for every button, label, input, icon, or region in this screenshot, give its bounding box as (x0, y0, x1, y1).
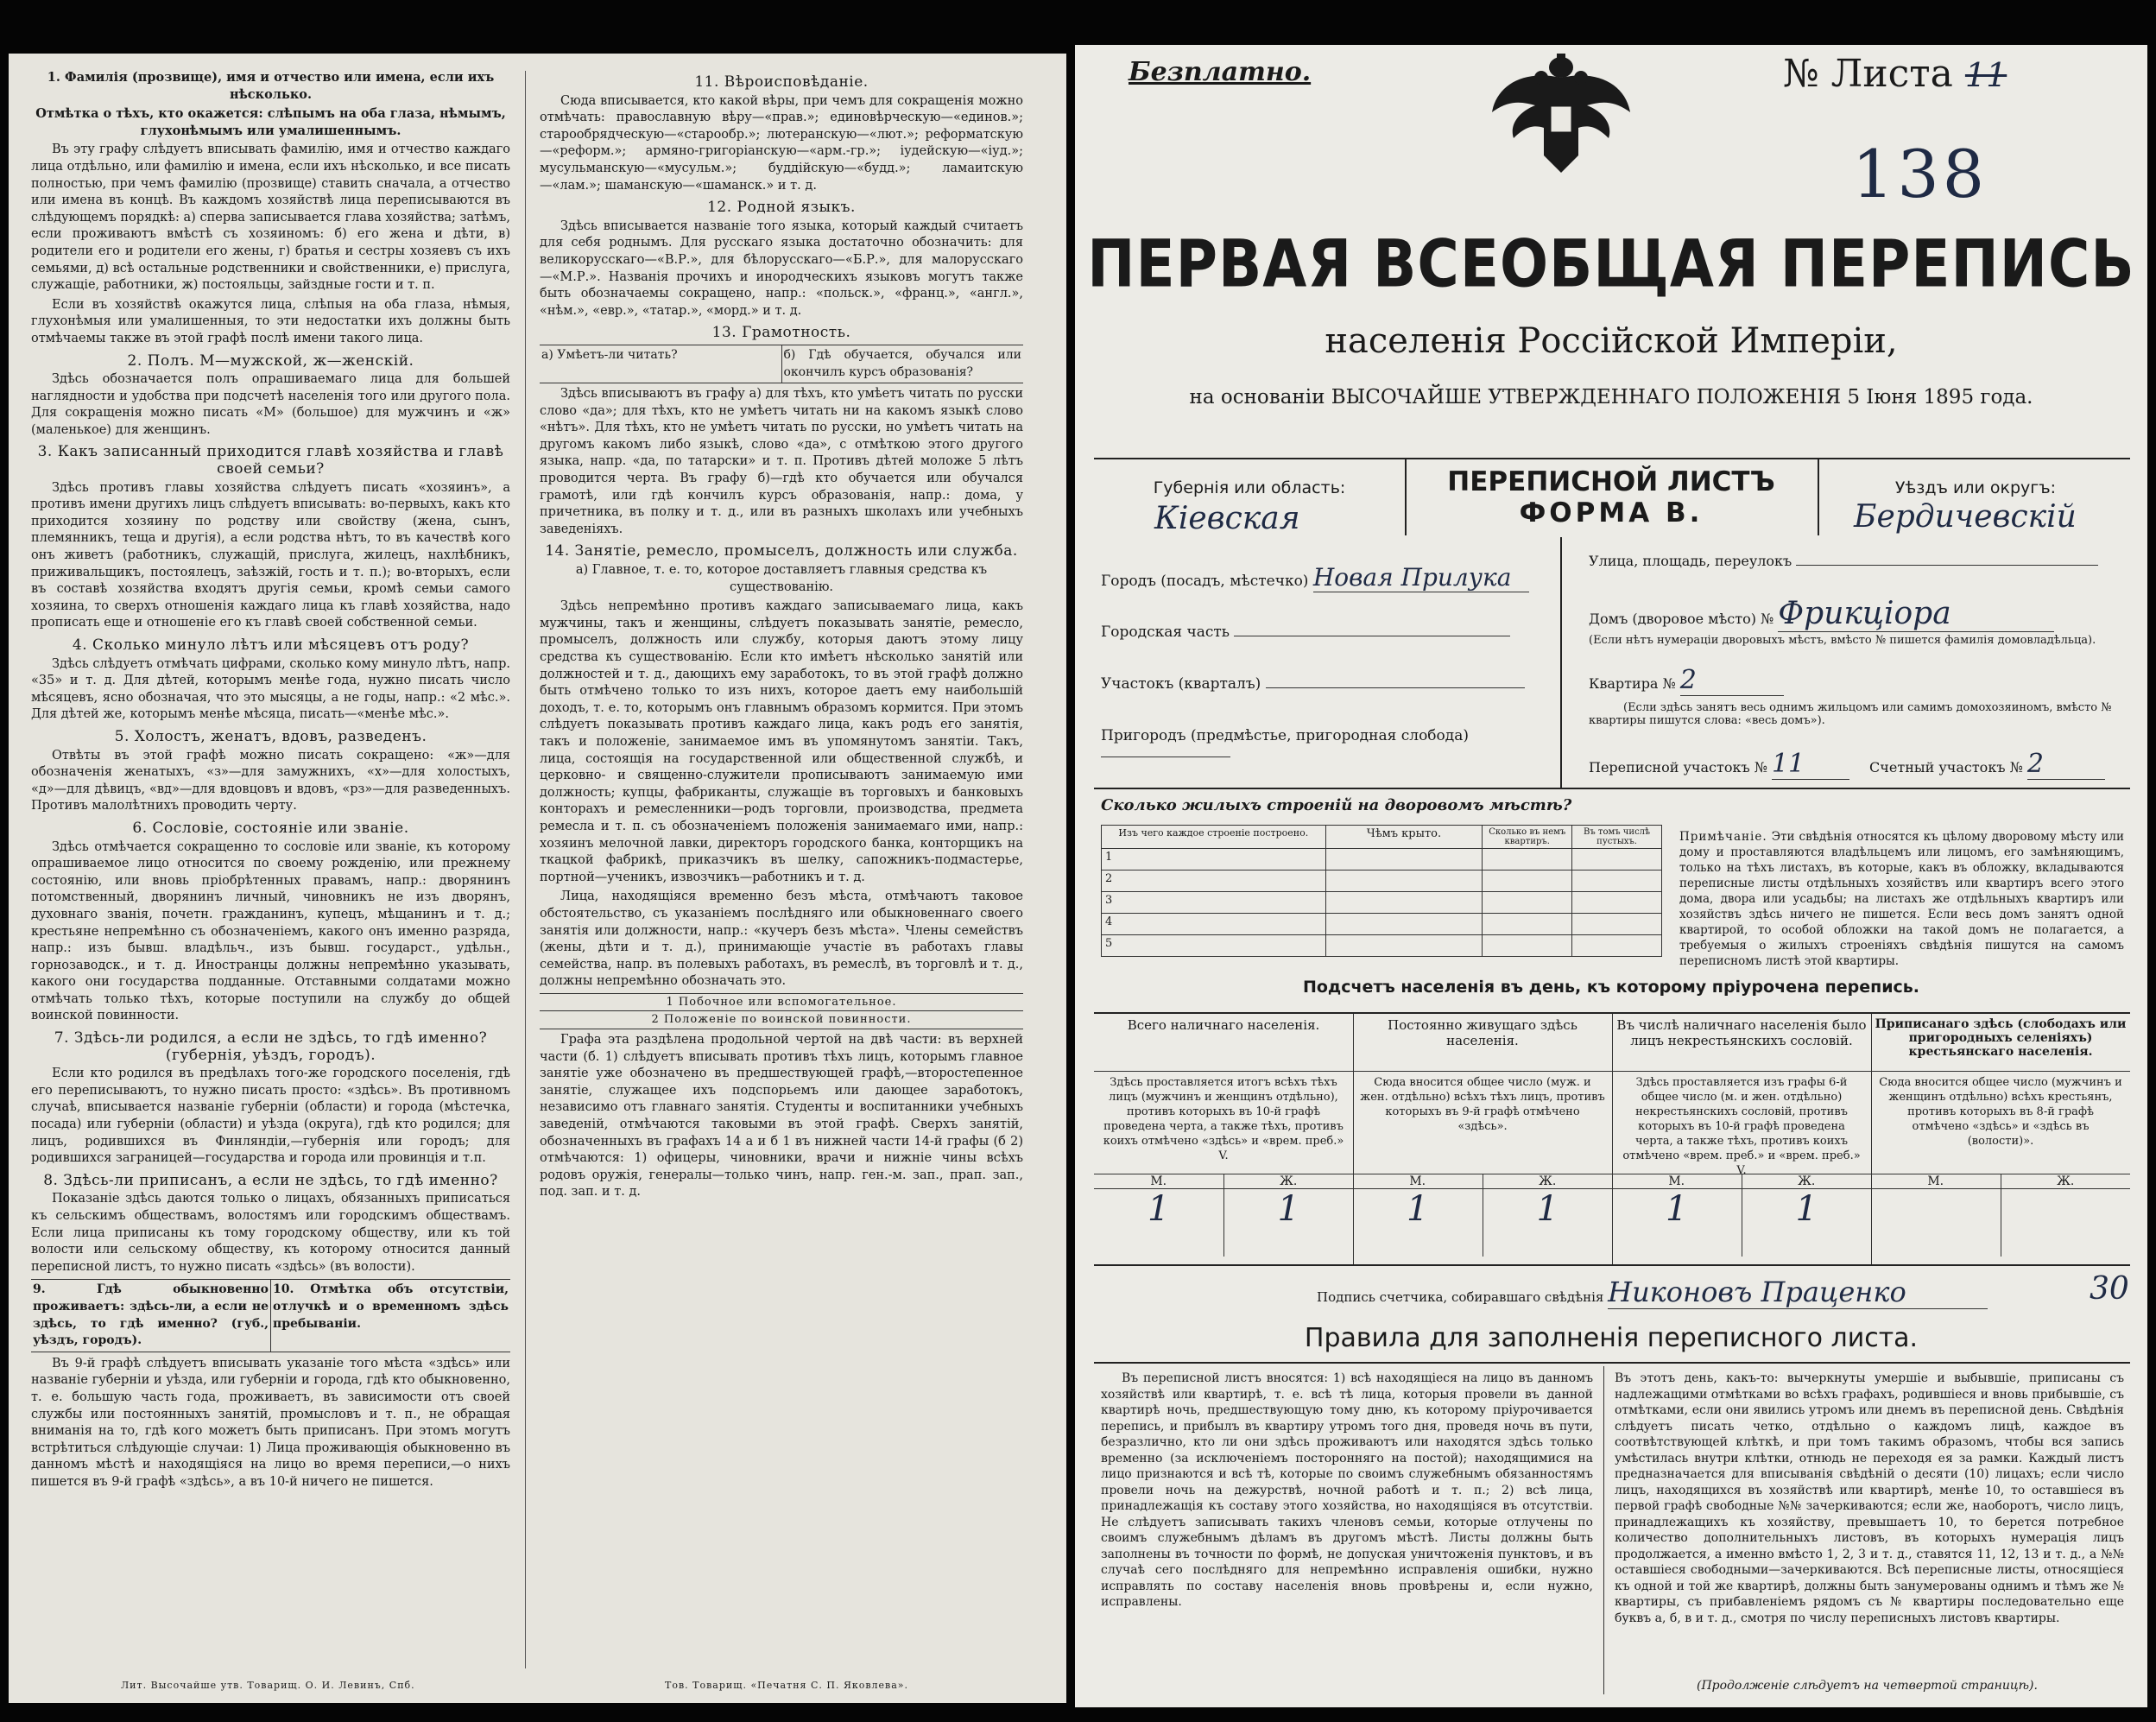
buildings-note-text: Эти свѣдѣнія относятся къ цѣлому дворовому мѣсту или дому и проставляются владѣльцемъ или лицомъ, его замѣняющимъ, только на тѣхъ листахъ, въ которые, какъ въ обложку, вкладываются переписные листы отдѣльныхъ хозяйствъ или квартиръ всего этого дома, двора или усадьбы; на листахъ же отдѣльныхъ квартиръ или хозяйствъ здѣсь ничего не пишется. Если весь домъ занятъ одной квартирой, то особой обложки на такой домъ не полагается, а требуемыя о жилыхъ строеніяхъ свѣдѣнія пишутся на самомъ переписномъ листѣ этой квартиры. (1679, 830, 2124, 968)
section-3-title: 3. Какъ записанный приходится главѣ хозяйства и главѣ своей семьи? (37, 443, 504, 478)
male-label: М. (1353, 1174, 1483, 1188)
archive-number-handwritten: 138 (1852, 136, 1988, 212)
uezd-handwritten: Бердичевскій (1854, 499, 2077, 535)
free-label: Безплатно. (1129, 57, 1312, 87)
section-14-text-3: Графа эта раздѣлена продольной чертой на двѣ части: въ верхней части (б. 1) слѣдуетъ вписывать противъ тѣхъ лицъ, которымъ главное занятіе уже обозначено въ предшествующей графѣ,—второстепенное занятіе, служащее ихъ подспорьемъ или дающее заработокъ, независимо отъ главнаго занятія. Студенты и воспитанники учебныхъ заведеній, отмѣчаются таковыми въ этой графѣ. Сверхъ занятій, обозначенныхъ въ графахъ 14 а и б 1 въ нижней части 14-й графы (б 2) отмѣчаются: 1) офицеры, чиновники, врачи и нижніе чины всѣхъ родовъ оружія, генералы—только чинъ, напр. ген.-м. зап., прап. зап., под. зап. и т. д. (540, 1033, 1023, 1200)
table-cell[interactable] (1483, 892, 1572, 914)
table-cell[interactable] (1572, 935, 1662, 957)
count-mf-values (1612, 1188, 1871, 1257)
imperial-eagle-icon (1488, 52, 1634, 181)
count-col-desc: Сюда вносится общее число (муж. и жен. отдѣльно) всѣхъ тѣхъ лицъ, противъ которыхъ въ 9-й графѣ отмѣчено «здѣсь». (1360, 1076, 1605, 1133)
female-count[interactable]: 1 (1795, 1189, 1818, 1229)
signature-label: Подпись счетчика, собиравшаго свѣдѣнія (1317, 1289, 1604, 1305)
buildings-note (1679, 829, 2124, 969)
margin-number-handwritten: 30 (2090, 1271, 2129, 1307)
table-row (1102, 870, 1662, 892)
address-right (1571, 537, 2124, 788)
female-label: Ж. (1798, 1174, 1816, 1188)
section-2-text: Здѣсь обозначается полъ опрашиваемаго лица для большей наглядности и удобства при подсчетѣ населенія того или другого пола. Для сокращенія можно писать «М» (большое) для мужчинъ и «ж» (маленькое) для женщинъ. (31, 372, 510, 437)
address-left (1094, 537, 1562, 788)
male-label: М. (1612, 1174, 1742, 1188)
uchastok-line (1266, 687, 1525, 688)
section-1-title: 1. Фамилія (прозвище), имя и отчество или имена, если ихъ нѣсколько. (47, 70, 495, 102)
count-col-title: Въ числѣ наличнаго населенія было лицъ некрестьянскихъ сословій. (1612, 1014, 1871, 1072)
kvartira-note: (Если здѣсь занятъ весь однимъ жильцомъ или самимъ домохозяиномъ, вмѣсто № квартиры пишутся слова: «весь домъ»). (1589, 701, 2112, 727)
count-mf-values (1871, 1188, 2130, 1257)
form-title: ПЕРЕПИСНОЙ ЛИСТЪ (1447, 466, 1775, 497)
column-divider (525, 71, 526, 1668)
uchastok-label: Участокъ (кварталъ) (1101, 675, 1261, 693)
count-col-desc: Здѣсь проставляется изъ графы 6-й общее число (м. и жен. отдѣльно) некрестьянскихъ сословій, противъ которыхъ въ 10-й графѣ проведена черта, а также тѣхъ, противъ коихъ отмѣчено «врем. преб.» и «врем. преб.» V. (1622, 1076, 1861, 1177)
male-count[interactable]: 1 (1612, 1189, 1742, 1257)
section-14-note-1: 1 Побочное или вспомогательное. (666, 995, 897, 1009)
table-cell[interactable] (1483, 849, 1572, 870)
section-14a: а) Главное, т. е. то, которое доставляетъ главныя средства къ существованію. (575, 563, 988, 594)
buildings-heading: Сколько жилыхъ строеній на дворовомъ мѣстѣ? (1101, 796, 1572, 814)
left-page (9, 54, 1066, 1703)
male-count[interactable]: 1 (1094, 1189, 1224, 1257)
count-col-title: Постоянно живущаго здѣсь населенія. (1353, 1014, 1612, 1072)
guberniya-label: Губернія или область: (1153, 478, 1346, 497)
table-cell[interactable] (1325, 870, 1483, 892)
perepis-uchastok-label: Переписной участокъ № (1589, 759, 1767, 776)
section-13-text: Здѣсь вписываютъ въ графу а) для тѣхъ, кто умѣетъ читать по русски слово «да»; для тѣхъ, кто не умѣетъ читать ни на какомъ языкѣ слово «нѣтъ». Для тѣхъ, кто не умѣетъ читать по русски, но умѣетъ читать на другомъ какомъ либо языкѣ, слово «да», с отмѣткою этого другого языка, напр. «да, по татарски» и т. п. Противъ дѣтей моложе 5 лѣтъ проводится черта. Въ графу б)—гдѣ кто обучается или обучался грамотѣ, или гдѣ кончилъ курсъ образованія, напр.: дома, у причетника, въ полку и т. д., или въ разныхъ школахъ или учебныхъ заведеніяхъ. (540, 387, 1023, 536)
table-cell[interactable] (1325, 935, 1483, 957)
section-4-title: 4. Сколько минуло лѣтъ или мѣсяцевъ отъ роду? (72, 636, 470, 654)
footer-printer-left: Лит. Высочайше утв. Товарищ. О. И. Левинъ, Спб. (121, 1680, 415, 1691)
female-count[interactable]: 1 (1277, 1189, 1299, 1229)
buildings-table (1101, 825, 1662, 957)
count-col-non-peasant (1612, 1014, 1872, 1264)
male-count[interactable]: 1 (1353, 1189, 1483, 1257)
buildings-row-number: 3 (1102, 892, 1326, 914)
section-9-10-header (31, 1279, 510, 1352)
female-label: Ж. (2057, 1174, 2075, 1188)
section-9-text: Въ 9-й графѣ слѣдуетъ вписывать указаніе того мѣста «здѣсь» или названіе губерніи и уѣзда, или губерніи и города, гдѣ кто обыкновенно, т. е. большую часть года, проживаетъ, въ зависимости отъ своей службы или постоянныхъ занятій, промысловъ и т. п., не обращая вниманія на то, гдѣ кого можетъ быть приписанъ. При этомъ могутъ встрѣтиться слѣдующіе случаи: 1) Лица проживающія обыкновенно въ данномъ мѣстѣ и находящіяся на лицо во время переписи,—о нихъ пишется въ 9-й графѣ «здѣсь», а въ 10-й ничего не пишется. (31, 1356, 510, 1489)
section-14-note-2: 2 Положеніе по воинской повинности. (540, 1010, 1023, 1029)
buildings-row-number: 4 (1102, 914, 1326, 935)
buildings-row-number: 5 (1102, 935, 1326, 957)
rules-right-column: Въ этотъ день, какъ-то: вычеркнуты умершіе и выбывшіе, приписаны съ надлежащими отмѣтками во всѣхъ графахъ, родившіеся и вновь прибывшіе, съ отмѣтками, если они явились утромъ или днемъ въ переписной день. Свѣдѣнія слѣдуетъ писать четко, отдѣльно о каждомъ лицѣ, каждое въ соотвѣтствующей клѣткѣ, и при томъ такимъ образомъ, чтобы вся запись умѣстилась внутри клѣтки, отнюдь не переходя ея за рамки. Каждый листъ предназначается для вписыванія свѣдѣній о десяти (10) лицахъ; если число лицъ, находящихся въ хозяйствѣ или квартирѣ, менѣе 10, то оставшіеся въ первой графѣ свободные №№ зачеркиваются; если же, наоборотъ, число лицъ, принадлежащихъ къ хозяйству, превышаетъ 10, то берется потребное количество дополнительныхъ листовъ, въ которыхъ нумерація лицъ продолжается, а именно вмѣсто 1, 2, 3 и т. д., ставятся 11, 12, 13 и т. д., а №№ оставшіеся свободными—зачеркиваются. Всѣ переписные листы, относящіеся къ одной и той же квартирѣ, должны быть занумерованы однимъ и тѣмъ же № квартиры, съ прибавленіемъ рядомъ съ № квартиры последовательно еще буквъ а, б, в и т. д., смотря по числу переписныхъ листовъ квартиры. (1615, 1371, 2124, 1625)
section-12-text: Здѣсь вписывается названіе того языка, который каждый считаетъ для себя роднымъ. Для русскаго языка достаточно обозначить: для великорусскаго—«В.Р.», для бѣлорусскаго—«Б.Р.», для малорусскаго—«М.Р.». Названія прочихъ и инородческихъ языковъ могутъ также быть обозначаемы сокращено, напр.: «польск.», «франц.», «англ.», «нѣм.», «евр.», «татар.», «морд.» и т. д. (540, 218, 1023, 318)
guberniya-cell (1094, 459, 1407, 535)
table-cell[interactable] (1325, 892, 1483, 914)
section-divider-1 (1094, 788, 2130, 789)
city-handwritten: Новая Прилука (1313, 563, 1529, 592)
street-line (1796, 565, 2098, 566)
section-14-notes (540, 993, 1023, 1029)
female-label: Ж. (1280, 1174, 1298, 1188)
footer-printer-right: Тов. Товарищ. «Печатня С. П. Яковлева». (665, 1680, 909, 1691)
table-cell[interactable] (1325, 914, 1483, 935)
form-letter: ФОРМА В. (1519, 497, 1704, 529)
uezd-cell (1818, 459, 2132, 535)
male-label: М. (1094, 1174, 1224, 1188)
section-8-title: 8. Здѣсь-ли приписанъ, а если не здѣсь, то гдѣ именно? (43, 1171, 498, 1189)
schetny-label: Счетный участокъ № (1869, 759, 2023, 776)
count-mf-header (1094, 1174, 1353, 1188)
count-col-title: Всего наличнаго населенія. (1094, 1014, 1353, 1072)
instructions-column-1 (31, 69, 510, 1671)
kvartira-label: Квартира № (1589, 675, 1676, 692)
section-11-title: 11. Вѣроисповѣданіе. (694, 73, 869, 91)
section-5-title: 5. Холостъ, женатъ, вдовъ, разведенъ. (114, 727, 427, 745)
section-13-title: 13. Грамотность. (711, 324, 851, 342)
section-7-text: Если кто родился въ предѣлахъ того-же городского поселенія, гдѣ его переписываютъ, то нужно писать просто: «здѣсь». Въ противномъ случаѣ, вписывается названіе губерніи (области) и города (мѣстечка, посада) или губерніи (области) и уѣзда (округа), гдѣ кто родился; для лицъ, родившихся въ Финляндіи,—губернія или городъ; для родившихся заграницей—государства и города или провинція и т.п. (31, 1067, 510, 1166)
sheet-number (1783, 52, 2007, 96)
table-row (1102, 935, 1662, 957)
female-count[interactable]: 1 (1536, 1189, 1559, 1229)
count-heading: Подсчетъ населенія въ день, къ которому пріурочена перепись. (1302, 978, 1920, 997)
table-cell[interactable] (1572, 914, 1662, 935)
signature-field (1317, 1276, 1988, 1309)
section-14-text-2: Лица, находящіяся временно безъ мѣста, отмѣчаютъ таковое обстоятельство, съ указаніемъ послѣдняго или обыкновеннаго своего занятія или должности, напр.: «кучеръ безъ мѣста». Члены семействъ (жены, дѣти и т. д.), принимающіе участіе въ работахъ главы семейства, напр. въ полевыхъ работахъ, въ ремеслѣ, въ торговлѣ и т. д., должны непремѣнно обозначать это. (540, 889, 1023, 989)
sheet-number-label: № Листа (1783, 52, 1953, 96)
street-field (1589, 553, 2098, 569)
count-col-desc: Сюда вносится общее число (мужчинъ и женщинъ отдѣльно) всѣхъ крестьянъ, противъ которыхъ въ 8-й графѣ отмѣчено «здѣсь» и «здѣсь въ (волости)». (1879, 1076, 2122, 1148)
count-mf-header (1353, 1174, 1612, 1188)
house-label: Домъ (дворовое мѣсто) № (1589, 611, 1774, 627)
kvartira-field (1589, 665, 1784, 696)
house-handwritten: Фрикціора (1778, 596, 2054, 632)
table-row (1102, 892, 1662, 914)
kvartira-handwritten: 2 (1680, 665, 1784, 696)
count-col-permanent (1353, 1014, 1613, 1264)
table-row (1102, 849, 1662, 870)
buildings-col-material: Изъ чего каждое строеніе построено. (1102, 826, 1326, 849)
rules-left-column: Въ переписной листъ вносятся: 1) всѣ находящіеся на лицо въ данномъ хозяйствѣ или квартирѣ, т. е. всѣ тѣ лица, которыя провели въ данной квартирѣ ночь, предшествующую тому дню, къ которому пріурочивается перепись, и прибылъ въ квартиру утромъ того дня, проведя ночь въ пути, безразлично, кто ли они здѣсь проживаютъ или находятся здѣсь только временно (за исключеніемъ посторонняго на постой); находящимися на лицо признаются и всѣ тѣ, которые по своимъ служебнымъ обязанностямъ провели ночь на дежурствѣ, ночной работѣ и т. п.; 2) всѣ лица, принадлежащія къ составу этого хозяйства, но находящіяся въ отсутствіи. Не слѣдуетъ записывать такихъ членовъ семьи, которые отлучены по своимъ служебнымъ дѣламъ въ другомъ мѣстѣ. Листы должны быть заполнены въ точности по формѣ, не допуская уничтоженія пунктовъ, и въ случаѣ сего послѣдняго для непремѣнно исправленія ошибки, нужно исправлять по составу населенія вновь провѣрены и, если нужно, исправлены. (1101, 1371, 1593, 1609)
buildings-row-number: 2 (1102, 870, 1326, 892)
rules-continued: (Продолженіе слѣдуетъ на четвертой страницѣ). (1697, 1679, 2038, 1693)
right-page (1075, 45, 2147, 1707)
form-title-cell (1407, 459, 1816, 529)
section-3-text: Здѣсь противъ главы хозяйства слѣдуетъ писать «хозяинъ», а противъ имени другихъ лицъ слѣдуетъ вписывать: во-первыхъ, какъ кто приходится хозяину по родству или свойству (жена, сынъ, племянникъ, теща и другія), а если родства нѣтъ, то въ качествѣ кого онъ живетъ (работникъ, служащій, прислуга, жилецъ, нахлѣбникъ, приживальщикъ, постоялецъ, заѣзжій, гость и т. п.); во-вторыхъ, если въ составѣ хозяйства входятъ другія семьи, кромѣ семьи самого хозяина, то сверхъ отношенія каждаго лица къ главѣ хозяйства, надо прописать еще и отношеніе его къ главѣ своей собственной семьи. (31, 480, 510, 630)
count-col-peasant (1871, 1014, 2130, 1264)
schetny-handwritten: 2 (2027, 749, 2105, 780)
sheet-number-handwritten: 11 (1964, 56, 2007, 94)
rules-title: Правила для заполненія переписного листа. (1304, 1323, 1919, 1353)
section-10-title: 10. Отмѣтка объ отсутствіи, отлучкѣ и о временномъ здѣсь пребываніи. (273, 1282, 509, 1331)
section-14-title: 14. Занятіе, ремесло, промыселъ, должность или служба. (545, 542, 1018, 560)
section-1-text: Въ эту графу слѣдуетъ вписывать фамилію, имя и отчество каждаго лица отдѣльно, или фамилію и имена, если ихъ нѣсколько, и все писать полностью, при чемъ фамилію (прозвище) ставить сначала, а отчество или имена въ концѣ. Въ каждомъ хозяйствѣ лица переписываются въ слѣдующемъ порядкѣ: а) сперва записывается глава хозяйства; затѣмъ, если проживаютъ вмѣстѣ съ хозяиномъ: б) его жена и дѣти, в) родители его и родители его жены, г) братья и сестры хозяевъ съ ихъ семьями, д) всѣ остальные родственники и свойственники, е) прислуга, служащіе, работники, ж) постояльцы, зайздные гости и т. п. (31, 142, 510, 293)
perepis-uchastok-field (1589, 749, 2105, 780)
city-field (1101, 563, 1529, 592)
male-count[interactable] (1871, 1189, 2001, 1257)
count-col-title: Приписанаго здѣсь (слободахъ или пригородныхъ селеніяхъ) крестьянскаго населенія. (1871, 1014, 2130, 1072)
buildings-col-empty: Въ томъ числѣ пустыхъ. (1572, 826, 1662, 849)
count-col-desc: Здѣсь проставляется итогъ всѣхъ тѣхъ лицъ (мужчинъ и женщинъ отдѣльно), противъ которыхъ въ 10-й графѣ проведена черта, а также тѣхъ, противъ коихъ отмѣчено «здѣсь» и «врем. преб.» V. (1103, 1076, 1344, 1162)
count-table (1094, 1012, 2130, 1266)
count-mf-values (1094, 1188, 1353, 1257)
table-cell[interactable] (1572, 892, 1662, 914)
section-1-text-2: Если въ хозяйствѣ окажутся лица, слѣпыя на оба глаза, нѣмыя, глухонѣмыя или умалишенныя, то эти недостатки ихъ должны быть отмѣчаемы также въ этой графѣ послѣ имени такого лица. (31, 297, 510, 345)
street-label: Улица, площадь, переулокъ (1589, 553, 1792, 569)
instructions-column-2 (540, 69, 1023, 1671)
section-13b: б) Гдѣ обучается, обучался или окончилъ курсъ образованія? (783, 347, 1021, 379)
table-cell[interactable] (1325, 849, 1483, 870)
section-11-text: Сюда вписывается, кто какой вѣры, при чемъ для сокращенія можно отмѣчать: православную вѣру—«прав.»; единовѣрческую—«единов.»; старообрядческую—«старообр.»; лютеранскую—«лют.»; реформатскую—«реформ.»; армяно-григоріанскую—«арм.-гр.»; іудейскую—«іуд.»; мусульманскую—«мусульм.»; буддійскую—«будд.»; ламаитскую—«лам.»; шаманскую—«шаманск.» и т. д. (540, 93, 1023, 193)
count-mf-header (1612, 1174, 1871, 1188)
section-14-text: Здѣсь непремѣнно противъ каждаго записываемаго лица, какъ мужчины, такъ и женщины, слѣдуетъ показывать занятіе, ремесло, промыселъ, должность или службу, которыя даютъ этому лицу средства къ существованію. Если кто имѣетъ нѣсколько занятій или должностей и т. д., дающихъ ему заработокъ, то въ этой графѣ должно быть отмѣчено только то изъ нихъ, которое даетъ ему наибольшій доходъ, т. е. то, которымъ онъ главнымъ образомъ кормится. При этомъ слѣдуетъ показывать противъ каждаго лица, какъ родъ его занятія, такъ и положеніе, занимаемое имъ въ упомянутомъ занятіи. Такъ, лица, состоящія на государственной или общественной службѣ, и церковно- и священно-служители прописываютъ занимаемую ими должность; купцы, фабриканты, служащіе въ торговыхъ и банковыхъ конторахъ и ремесленники—родъ торговли, производства, предмета ремесла и т. п. съ обозначеніемъ положенія занимаемаго ими, напр.: хозяинъ мелочной лавки, директоръ городского банка, конторщикъ на ткацкой фабрикѣ, приказчикъ въ шелку, сапожникъ-подмастерье, портной—ученикъ, извозчикъ—работникъ и т. д. (540, 599, 1023, 884)
buildings-header-row (1102, 826, 1662, 849)
section-6-title: 6. Сословіе, состояніе или званіе. (132, 819, 409, 837)
table-row (1102, 914, 1662, 935)
city-part-field (1101, 624, 1510, 641)
section-1-subtitle: Отмѣтка о тѣхъ, кто окажется: слѣпымъ на оба глаза, нѣмымъ, глухонѣмымъ или умалишеннымъ. (35, 106, 506, 138)
rules-column-divider (1603, 1366, 1604, 1694)
section-7-title: 7. Здѣсь-ли родился, а если не здѣсь, то гдѣ именно? (губернія, уѣздъ, городъ). (54, 1029, 488, 1064)
house-note: (Если нѣтъ нумераціи дворовыхъ мѣстъ, вмѣсто № пишется фамилія домовладѣльца). (1589, 634, 2096, 647)
section-12-title: 12. Родной языкъ. (707, 199, 856, 217)
section-5-text: Отвѣты въ этой графѣ можно писать сокращено: «ж»—для обозначенія женатыхъ, «з»—для замужнихъ, «х»—для холостыхъ, «д»—для дѣвицъ, «вд»—для вдовцовъ и вдовъ, «рз»—для разведенныхъ. Противъ малолѣтнихъ проводить черту. (31, 748, 510, 814)
uchastok-field (1101, 675, 1525, 693)
section-13a: а) Умѣетъ-ли читать? (540, 345, 782, 383)
section-2-title: 2. Полъ. М—мужской, ж—женскій. (127, 351, 414, 370)
house-field (1589, 596, 2054, 632)
count-col-total (1094, 1014, 1354, 1264)
city-label: Городъ (посадъ, мѣстечко) (1101, 573, 1309, 590)
buildings-row-number: 1 (1102, 849, 1326, 870)
buildings-col-roof: Чѣмъ крыто. (1325, 826, 1483, 849)
uezd-label: Уѣздъ или округъ: (1894, 478, 2057, 497)
section-8-text: Показаніе здѣсь даются только о лицахъ, обязанныхъ приписаться къ сельскимъ обществамъ, волостямъ или городскимъ обществамъ. Если лица приписаны къ тому городскому обществу, или къ той волости или сельскому обществу, къ которому относится данный переписной листъ, то нужно писать «здѣсь» (въ волости). (31, 1192, 510, 1274)
section-4-text: Здѣсь слѣдуетъ отмѣчать цифрами, сколько кому минуло лѣтъ, напр. «35» и т. д. Для дѣтей, которымъ менѣе года, нужно писать число мѣсяцевъ, ясно обозначая, что это мысяцы, а не годы, напр.: «2 мѣс.». Для дѣтей же, которымъ менѣе мѣсяца, писать—«менѣе мѣс.». (31, 656, 510, 722)
city-part-label: Городская часть (1101, 624, 1230, 641)
census-subtitle: населенія Россійской Имперіи, (1325, 321, 1898, 361)
female-count[interactable] (2001, 1189, 2131, 1257)
section-6-text: Здѣсь отмѣчается сокращенно то сословіе или званіе, къ которому опрашиваемое лицо относится по своему рожденію, или прежнему состоянію, или вновь пріобрѣтенных правамъ, напр.: дворянинъ потомственный, дворянинъ личный, чиновникъ не изъ дворянъ, духовнаго званія, почетн. гражданинъ, купецъ, мѣщанинъ и т. д.; крестьяне непремѣнно съ обозначеніемъ, какого онъ именно разряда, напр.: изъ бывш. владѣльч., изъ бывш. государст., удѣльн., горнозаводск., и т. д. Иностранцы должны непремѣнно указывать, какого они государства подданные. Отставными солдатами можно отмѣчать только тѣхъ, которые поступили на службу до общей воинской повинности. (31, 839, 510, 1023)
table-cell[interactable] (1572, 870, 1662, 892)
buildings-note-title: Примѣчаніе. (1679, 830, 1767, 844)
census-basis: на основаніи ВЫСОЧАЙШЕ УТВЕРЖДЕННАГО ПОЛОЖЕНІЯ 5 Іюня 1895 года. (1189, 386, 2033, 408)
rules-divider (1094, 1362, 2130, 1364)
male-label: М. (1871, 1174, 2001, 1188)
guberniya-handwritten: Кіевская (1154, 501, 1300, 536)
prigorod-field (1101, 727, 1560, 762)
count-mf-values (1353, 1188, 1612, 1257)
table-cell[interactable] (1572, 849, 1662, 870)
signature-handwritten: Никоновъ Праценко (1608, 1276, 1988, 1309)
count-mf-header (1871, 1174, 2130, 1188)
buildings-col-apartments: Сколько въ немъ квартиръ. (1483, 826, 1572, 849)
table-cell[interactable] (1483, 914, 1572, 935)
section-13-subheader (540, 345, 1023, 383)
female-label: Ж. (1539, 1174, 1557, 1188)
prigorod-label: Пригородъ (предмѣстье, пригородная слобода) (1101, 727, 1470, 744)
table-cell[interactable] (1483, 870, 1572, 892)
perepis-uchastok-handwritten: 11 (1772, 749, 1849, 780)
census-title: ПЕРВАЯ ВСЕОБЩАЯ ПЕРЕПИСЬ (1087, 225, 2135, 302)
form-header (1094, 458, 2130, 535)
section-9-title: 9. Гдѣ обыкновенно проживаетъ: здѣсь-ли, а если не здѣсь, то гдѣ именно? (губ., уѣздъ, городъ). (31, 1280, 271, 1351)
table-cell[interactable] (1483, 935, 1572, 957)
